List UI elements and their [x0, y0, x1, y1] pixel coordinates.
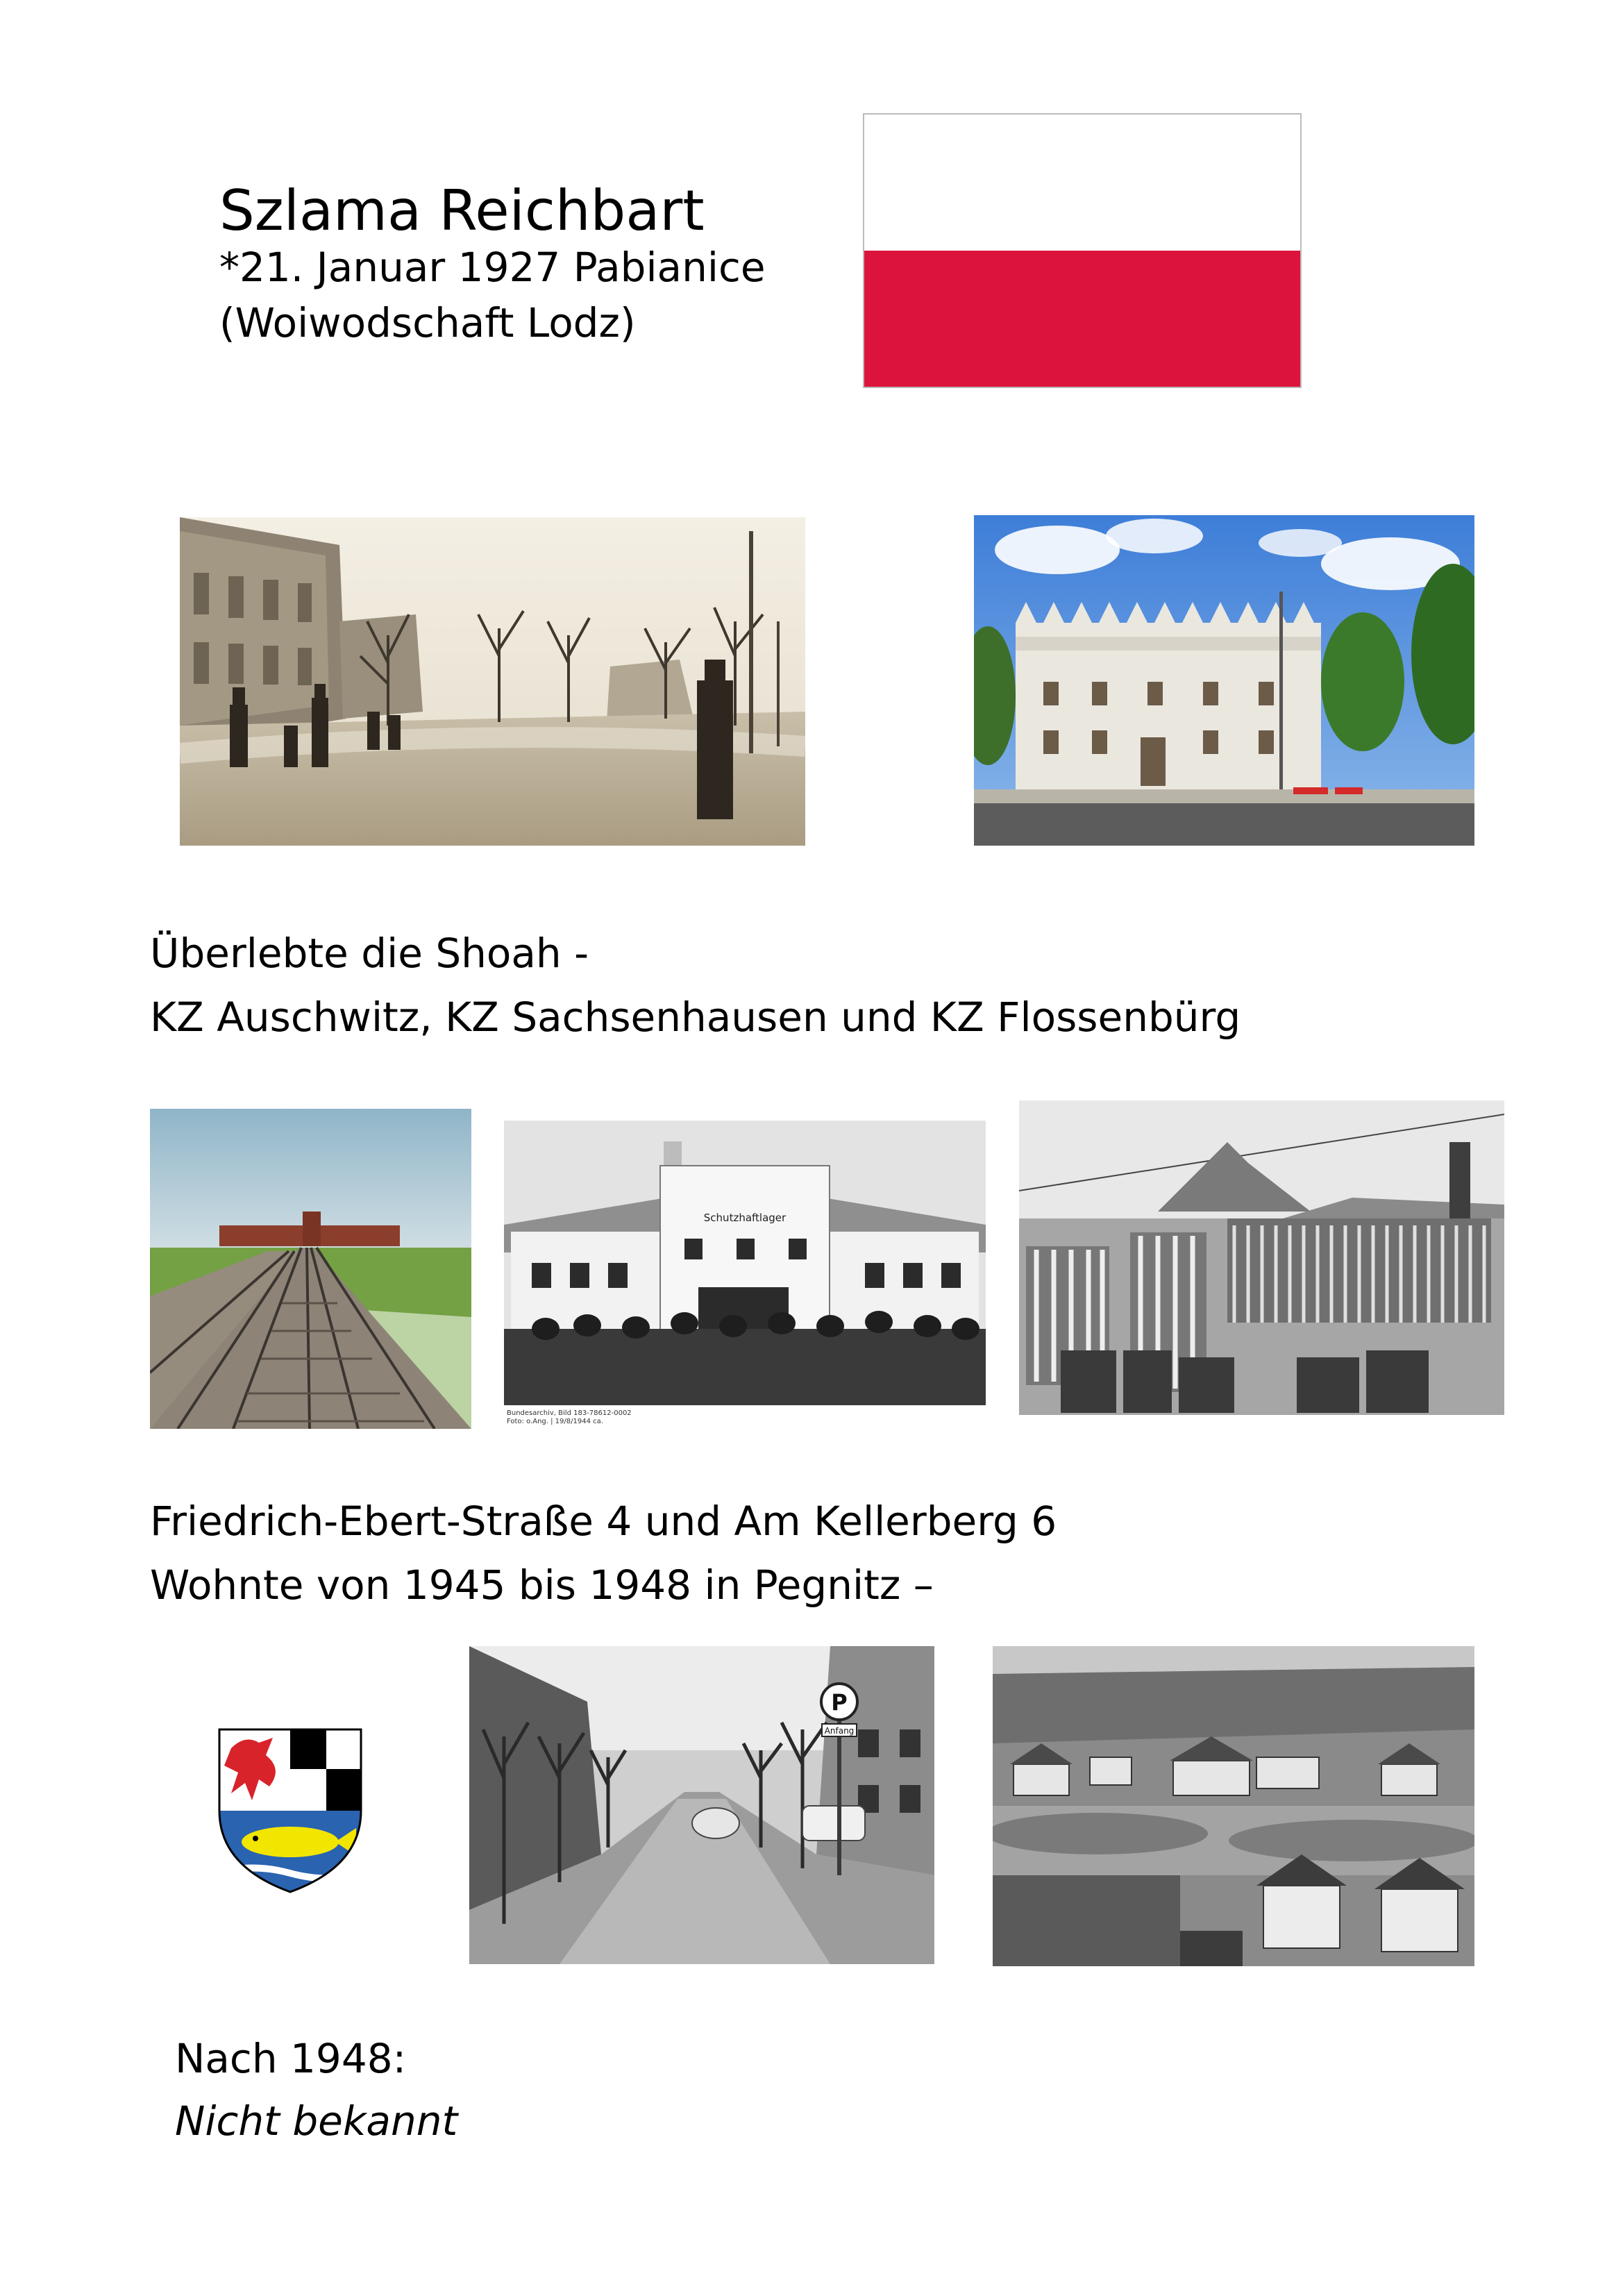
gate-sign-text: Schutzhaftlager	[703, 1212, 787, 1224]
pegnitz-coat-of-arms-icon	[217, 1727, 363, 1894]
photo-credit-caption: Foto: o.Ang. | 19/8/1944 ca.	[507, 1418, 603, 1425]
after-1948-label: Nach 1948:	[175, 2035, 407, 2082]
pegnitz-address-line: Friedrich-Ebert-Straße 4 und Am Kellerberg 6	[150, 1498, 1057, 1545]
flossenbuerg-prisoners-photo	[1019, 1100, 1504, 1415]
sachsenhausen-gate-photo	[504, 1121, 986, 1427]
survival-line-1: Überlebte die Shoah -	[150, 930, 589, 977]
pabianice-old-street-photo	[180, 517, 805, 846]
pabianice-town-hall-photo	[974, 515, 1474, 846]
pegnitz-street-photo	[469, 1646, 934, 1964]
auschwitz-tracks-photo	[150, 1109, 471, 1429]
survival-line-2: KZ Auschwitz, KZ Sachsenhausen und KZ Flossenbürg	[150, 994, 1241, 1041]
pegnitz-residence-line: Wohnte von 1945 bis 1948 in Pegnitz –	[150, 1561, 934, 1609]
parking-sign-plate: Anfang	[824, 1726, 855, 1736]
pegnitz-town-view-photo	[993, 1646, 1474, 1966]
birth-line: *21. Januar 1927 Pabianice	[219, 244, 766, 291]
person-name: Szlama Reichbart	[219, 178, 705, 243]
parking-sign-letter: P	[831, 1689, 848, 1716]
poland-flag-icon	[863, 113, 1302, 388]
bundesarchiv-caption: Bundesarchiv, Bild 183-78612-0002	[507, 1409, 632, 1417]
region-line: (Woiwodschaft Lodz)	[219, 299, 636, 346]
after-1948-value: Nicht bekannt	[175, 2097, 458, 2145]
